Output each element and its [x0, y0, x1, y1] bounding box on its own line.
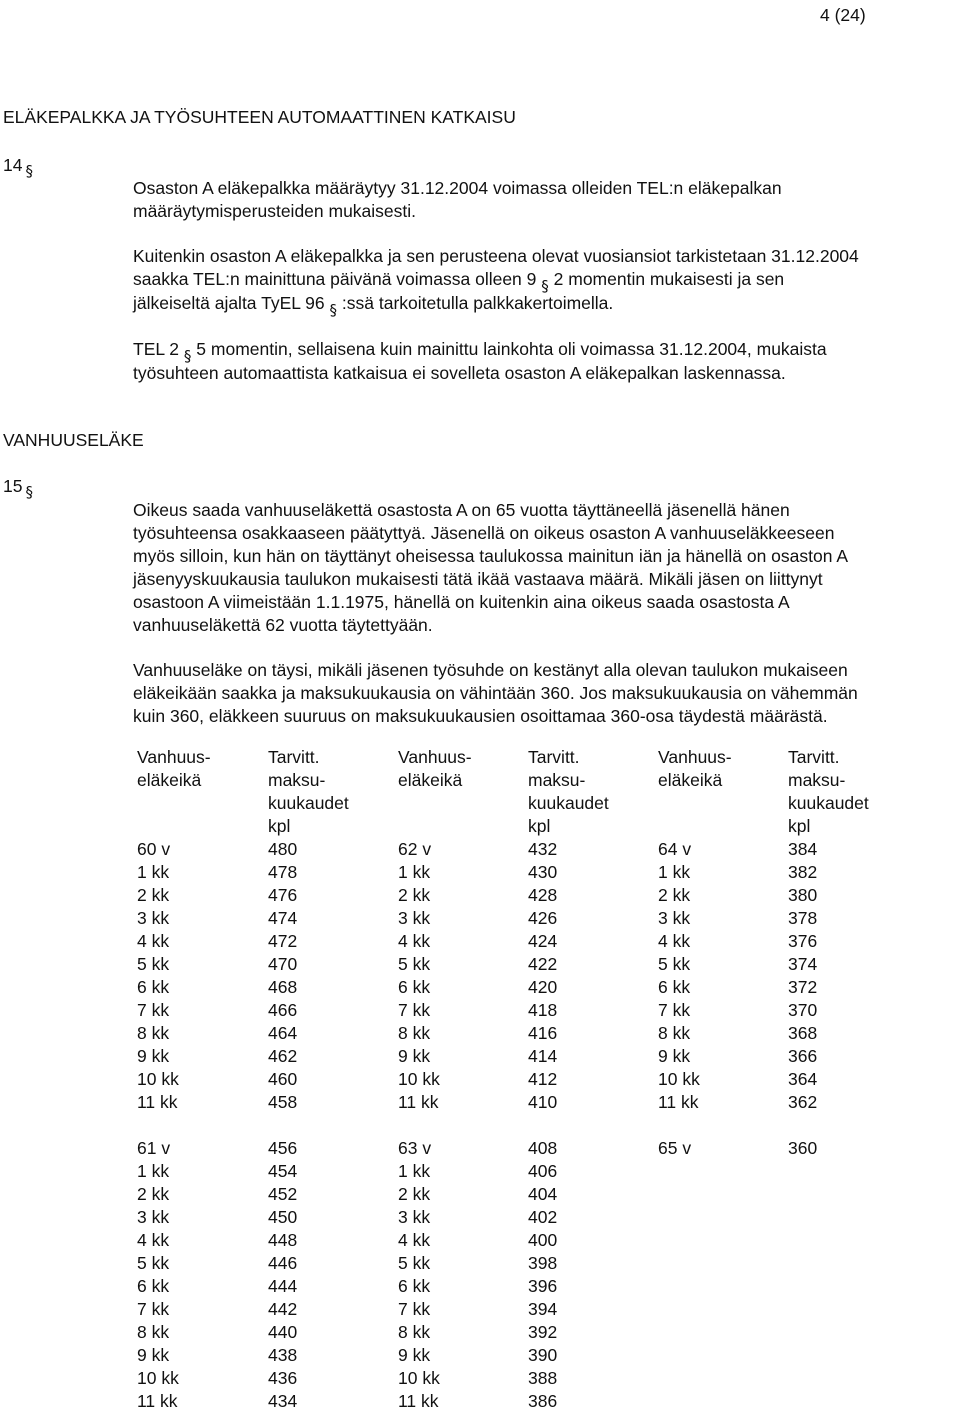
months-cell [788, 1298, 908, 1321]
text-line: työsuhteensa osakkaaseen päätyttyä. Jäsenellä on oikeus osaston A vanhuuseläkkeeseen [133, 523, 835, 543]
months-cell [788, 1367, 908, 1390]
months-cell: 376 [788, 931, 818, 951]
months-cell: 460 [268, 1069, 298, 1089]
months-cell: 462 [268, 1046, 298, 1066]
months-cell: 390 [528, 1345, 558, 1365]
table-row [137, 884, 908, 907]
table-row [137, 1206, 908, 1229]
age-cell: 5 kk [658, 954, 691, 974]
months-cell: 468 [268, 977, 298, 997]
column-header-months [788, 746, 908, 838]
months-cell: 410 [528, 1092, 558, 1112]
age-cell: 10 kk [137, 1069, 179, 1089]
table-row [137, 1160, 908, 1183]
age-cell: 6 kk [137, 977, 170, 997]
age-cell: 1 kk [137, 862, 170, 882]
text-line [133, 292, 953, 319]
months-cell [788, 1160, 908, 1183]
age-cell: 1 kk [137, 1161, 170, 1181]
column-header-age [398, 746, 528, 838]
months-cell: 472 [268, 931, 298, 951]
header-line: kuukaudet [528, 793, 609, 813]
header-line: Vanhuus- [658, 747, 732, 767]
months-cell: 478 [268, 862, 298, 882]
age-cell: 5 kk [398, 1253, 431, 1273]
text-line: myös silloin, kun hän on täyttänyt oheisessa taulukossa mainitun iän ja hänellä on osaston A [133, 546, 849, 566]
months-cell: 464 [268, 1023, 298, 1043]
months-cell: 458 [268, 1092, 298, 1112]
paragraph-14-1 [133, 177, 953, 223]
age-cell: 65 v [658, 1138, 692, 1158]
months-cell: 470 [268, 954, 298, 974]
months-cell [268, 1114, 398, 1137]
age-cell: 11 kk [398, 1092, 439, 1112]
paragraph-14-3 [133, 338, 953, 385]
text-line: Vanhuuseläke on täysi, mikäli jäsenen työsuhde on kestänyt alla olevan taulukon mukaiseen [133, 660, 848, 680]
months-cell [788, 1275, 908, 1298]
age-cell: 2 kk [398, 1184, 431, 1204]
months-cell: 424 [528, 931, 558, 951]
months-cell: 368 [788, 1023, 818, 1043]
age-cell: 4 kk [137, 1230, 170, 1250]
age-cell [658, 1206, 788, 1229]
age-cell: 8 kk [398, 1023, 431, 1043]
header-line: Tarvitt. [788, 747, 840, 767]
age-cell: 2 kk [137, 885, 170, 905]
age-cell: 7 kk [137, 1299, 170, 1319]
months-cell: 372 [788, 977, 818, 997]
age-cell: 1 kk [398, 1161, 431, 1181]
months-cell: 438 [268, 1345, 298, 1365]
header-line: Vanhuus- [137, 747, 211, 767]
months-cell: 396 [528, 1276, 558, 1296]
section-15-marker [3, 475, 33, 501]
age-cell: 7 kk [137, 1000, 170, 1020]
text-line: kuin 360, eläkkeen suuruus on maksukuukausien osoittamaa 360-osa täydestä määrästä. [133, 706, 828, 726]
months-cell [788, 1344, 908, 1367]
header-line: kuukaudet [788, 793, 869, 813]
age-cell: 9 kk [398, 1345, 431, 1365]
text-fragment: :ssä tarkoitetulla palkkakertoimella. [341, 293, 614, 313]
header-line: kpl [528, 816, 551, 836]
age-cell: 7 kk [398, 1299, 431, 1319]
months-cell: 366 [788, 1046, 818, 1066]
age-cell [658, 1275, 788, 1298]
months-cell: 450 [268, 1207, 298, 1227]
months-cell: 416 [528, 1023, 558, 1043]
age-cell: 2 kk [137, 1184, 170, 1204]
age-cell: 5 kk [398, 954, 431, 974]
header-line: maksu- [268, 770, 326, 790]
table-row [137, 1229, 908, 1252]
text-line: vanhuuseläkettä 62 vuotta täytettyään. [133, 615, 433, 635]
table-row [137, 1068, 908, 1091]
months-cell: 382 [788, 862, 818, 882]
age-cell: 6 kk [658, 977, 691, 997]
table-row [137, 838, 908, 861]
months-cell: 374 [788, 954, 818, 974]
months-cell: 454 [268, 1161, 298, 1181]
text-line: Oikeus saada vanhuuseläkettä osastosta A on 65 vuotta täyttäneellä jäsenellä hänen [133, 500, 790, 520]
age-cell: 3 kk [137, 908, 170, 928]
months-cell: 378 [788, 908, 818, 928]
column-header-months [268, 746, 398, 838]
age-cell [658, 1160, 788, 1183]
age-cell [658, 1321, 788, 1344]
months-cell: 418 [528, 1000, 558, 1020]
months-cell: 452 [268, 1184, 298, 1204]
age-cell: 61 v [137, 1138, 171, 1158]
table-header-row [137, 746, 908, 838]
section-14-marker [3, 154, 33, 180]
months-cell: 466 [268, 1000, 298, 1020]
months-cell: 456 [268, 1138, 298, 1158]
table-row [137, 1114, 908, 1137]
age-cell [658, 1344, 788, 1367]
months-cell: 370 [788, 1000, 818, 1020]
text-line: osastoon A viimeistään 1.1.1975, hänellä on kuitenkin aina oikeus saada osastosta A [133, 592, 790, 612]
months-cell: 388 [528, 1368, 558, 1388]
months-cell: 448 [268, 1230, 298, 1250]
age-cell: 10 kk [398, 1069, 440, 1089]
age-cell: 9 kk [658, 1046, 691, 1066]
age-cell: 10 kk [398, 1368, 440, 1388]
section-number: 15 [3, 476, 23, 496]
table-row [137, 1022, 908, 1045]
paragraph-15-1 [133, 499, 953, 637]
table-row [137, 1321, 908, 1344]
age-cell: 4 kk [398, 931, 431, 951]
age-cell: 10 kk [658, 1069, 700, 1089]
retirement-age-table [137, 746, 908, 1413]
age-cell: 64 v [658, 839, 692, 859]
section-heading: VANHUUSELÄKE [3, 430, 144, 450]
header-line: maksu- [788, 770, 846, 790]
paragraph-14-2 [133, 245, 953, 319]
age-cell: 4 kk [137, 931, 170, 951]
section-sign-icon: § [25, 483, 33, 501]
age-cell: 62 v [398, 839, 432, 859]
table-row [137, 1137, 908, 1160]
months-cell: 442 [268, 1299, 298, 1319]
age-cell [658, 1114, 788, 1137]
months-cell: 414 [528, 1046, 558, 1066]
age-cell: 4 kk [658, 931, 691, 951]
text-line: Kuitenkin osaston A eläkepalkka ja sen perusteena olevat vuosiansiot tarkistetaan 31.12.2004 [133, 246, 859, 266]
table-row [137, 953, 908, 976]
table-row [137, 930, 908, 953]
months-cell [788, 1252, 908, 1275]
months-cell: 480 [268, 839, 298, 859]
column-header-age [137, 746, 268, 838]
text-fragment: jälkeiseltä ajalta TyEL 96 [133, 293, 325, 313]
column-header-age [658, 746, 788, 838]
months-cell: 402 [528, 1207, 558, 1227]
age-cell: 11 kk [398, 1391, 439, 1411]
header-line: kpl [788, 816, 811, 836]
age-cell: 11 kk [137, 1391, 178, 1411]
age-cell: 6 kk [398, 1276, 431, 1296]
age-cell: 11 kk [137, 1092, 178, 1112]
age-cell: 63 v [398, 1138, 432, 1158]
months-cell: 436 [268, 1368, 298, 1388]
age-cell: 9 kk [137, 1345, 170, 1365]
months-cell: 392 [528, 1322, 558, 1342]
age-cell: 1 kk [398, 862, 431, 882]
months-cell [788, 1206, 908, 1229]
age-cell: 3 kk [137, 1207, 170, 1227]
age-cell [398, 1114, 528, 1137]
text-line: työsuhteen automaattista katkaisua ei sovelleta osaston A eläkepalkan laskennassa. [133, 363, 786, 383]
months-cell: 426 [528, 908, 558, 928]
header-line: Vanhuus- [398, 747, 472, 767]
months-cell [788, 1114, 908, 1137]
age-cell: 2 kk [398, 885, 431, 905]
table-row [137, 1367, 908, 1390]
table-row [137, 1275, 908, 1298]
age-cell: 8 kk [658, 1023, 691, 1043]
table-row [137, 1045, 908, 1068]
table-row [137, 1298, 908, 1321]
months-cell: 422 [528, 954, 558, 974]
text-line: Osaston A eläkepalkka määräytyy 31.12.2004 voimassa olleiden TEL:n eläkepalkan [133, 178, 782, 198]
months-cell: 434 [268, 1391, 298, 1411]
text-line [133, 268, 953, 295]
age-cell: 2 kk [658, 885, 691, 905]
table-row [137, 1390, 908, 1413]
age-cell: 10 kk [137, 1368, 179, 1388]
age-cell: 8 kk [398, 1322, 431, 1342]
table-row [137, 1344, 908, 1367]
section-sign-icon: § [541, 277, 549, 295]
months-cell: 428 [528, 885, 558, 905]
header-line: kuukaudet [268, 793, 349, 813]
header-line: Tarvitt. [268, 747, 320, 767]
months-cell: 476 [268, 885, 298, 905]
age-cell: 3 kk [398, 1207, 431, 1227]
months-cell [788, 1321, 908, 1344]
months-cell: 362 [788, 1092, 818, 1112]
age-cell [137, 1114, 268, 1137]
age-cell: 4 kk [398, 1230, 431, 1250]
age-cell: 1 kk [658, 862, 691, 882]
section-sign-icon: § [25, 162, 33, 180]
age-cell: 6 kk [398, 977, 431, 997]
months-cell: 408 [528, 1138, 558, 1158]
age-cell: 6 kk [137, 1276, 170, 1296]
months-cell: 420 [528, 977, 558, 997]
table-body [137, 838, 908, 1413]
age-cell: 3 kk [658, 908, 691, 928]
table-row [137, 999, 908, 1022]
text-line: eläkeikään saakka ja maksukuukausia on vähintään 360. Jos maksukuukausia on vähemmän [133, 683, 858, 703]
age-cell: 5 kk [137, 1253, 170, 1273]
table-row [137, 1091, 908, 1114]
months-cell: 446 [268, 1253, 298, 1273]
months-cell: 360 [788, 1138, 818, 1158]
age-cell: 8 kk [137, 1023, 170, 1043]
age-cell: 7 kk [658, 1000, 691, 1020]
header-line: eläkeikä [137, 770, 202, 790]
age-cell: 8 kk [137, 1322, 170, 1342]
months-cell: 432 [528, 839, 558, 859]
header-line: eläkeikä [658, 770, 723, 790]
age-cell: 60 v [137, 839, 171, 859]
page-number: 4 (24) [820, 5, 866, 25]
age-cell [658, 1298, 788, 1321]
column-header-months [528, 746, 658, 838]
months-cell: 412 [528, 1069, 558, 1089]
months-cell: 364 [788, 1069, 818, 1089]
months-cell [788, 1183, 908, 1206]
section-sign-icon: § [183, 347, 192, 365]
age-cell [658, 1183, 788, 1206]
months-cell [788, 1390, 908, 1413]
text-line [133, 338, 953, 365]
header-line: maksu- [528, 770, 586, 790]
months-cell: 430 [528, 862, 558, 882]
table-row [137, 976, 908, 999]
section-heading: ELÄKEPALKKA JA TYÖSUHTEEN AUTOMAATTINEN KATKAISU [3, 107, 516, 127]
section-sign-icon: § [329, 301, 338, 319]
months-cell: 380 [788, 885, 818, 905]
text-line: jäsenyyskuukausia taulukon mukaisesti tätä ikää vastaava määrä. Mikäli jäsen on liittynyt [133, 569, 823, 589]
months-cell: 474 [268, 908, 298, 928]
months-cell: 386 [528, 1391, 558, 1411]
age-cell [658, 1252, 788, 1275]
header-line: Tarvitt. [528, 747, 580, 767]
table-row [137, 861, 908, 884]
text-fragment: 5 momentin, sellaisena kuin mainittu lainkohta oli voimassa 31.12.2004, mukaista [196, 339, 827, 359]
text-fragment: 2 momentin mukaisesti ja sen [553, 269, 785, 289]
section-number: 14 [3, 155, 23, 175]
text-fragment: saakka TEL:n mainittuna päivänä voimassa olleen 9 [133, 269, 537, 289]
text-fragment: TEL 2 [133, 339, 180, 359]
age-cell: 9 kk [398, 1046, 431, 1066]
table-row [137, 1183, 908, 1206]
months-cell: 406 [528, 1161, 558, 1181]
months-cell [528, 1114, 658, 1137]
months-cell: 394 [528, 1299, 558, 1319]
months-cell: 440 [268, 1322, 298, 1342]
age-cell: 5 kk [137, 954, 170, 974]
age-cell [658, 1390, 788, 1413]
months-cell: 400 [528, 1230, 558, 1250]
age-cell [658, 1367, 788, 1390]
header-line: eläkeikä [398, 770, 463, 790]
months-cell [788, 1229, 908, 1252]
header-line: kpl [268, 816, 291, 836]
age-cell: 7 kk [398, 1000, 431, 1020]
age-cell [658, 1229, 788, 1252]
table-row [137, 1252, 908, 1275]
months-cell: 404 [528, 1184, 558, 1204]
months-cell: 444 [268, 1276, 298, 1296]
text-line: määräytymisperusteiden mukaisesti. [133, 201, 417, 221]
months-cell: 384 [788, 839, 818, 859]
paragraph-15-2 [133, 659, 953, 728]
age-cell: 3 kk [398, 908, 431, 928]
table-row [137, 907, 908, 930]
age-cell: 9 kk [137, 1046, 170, 1066]
age-cell: 11 kk [658, 1092, 699, 1112]
months-cell: 398 [528, 1253, 558, 1273]
